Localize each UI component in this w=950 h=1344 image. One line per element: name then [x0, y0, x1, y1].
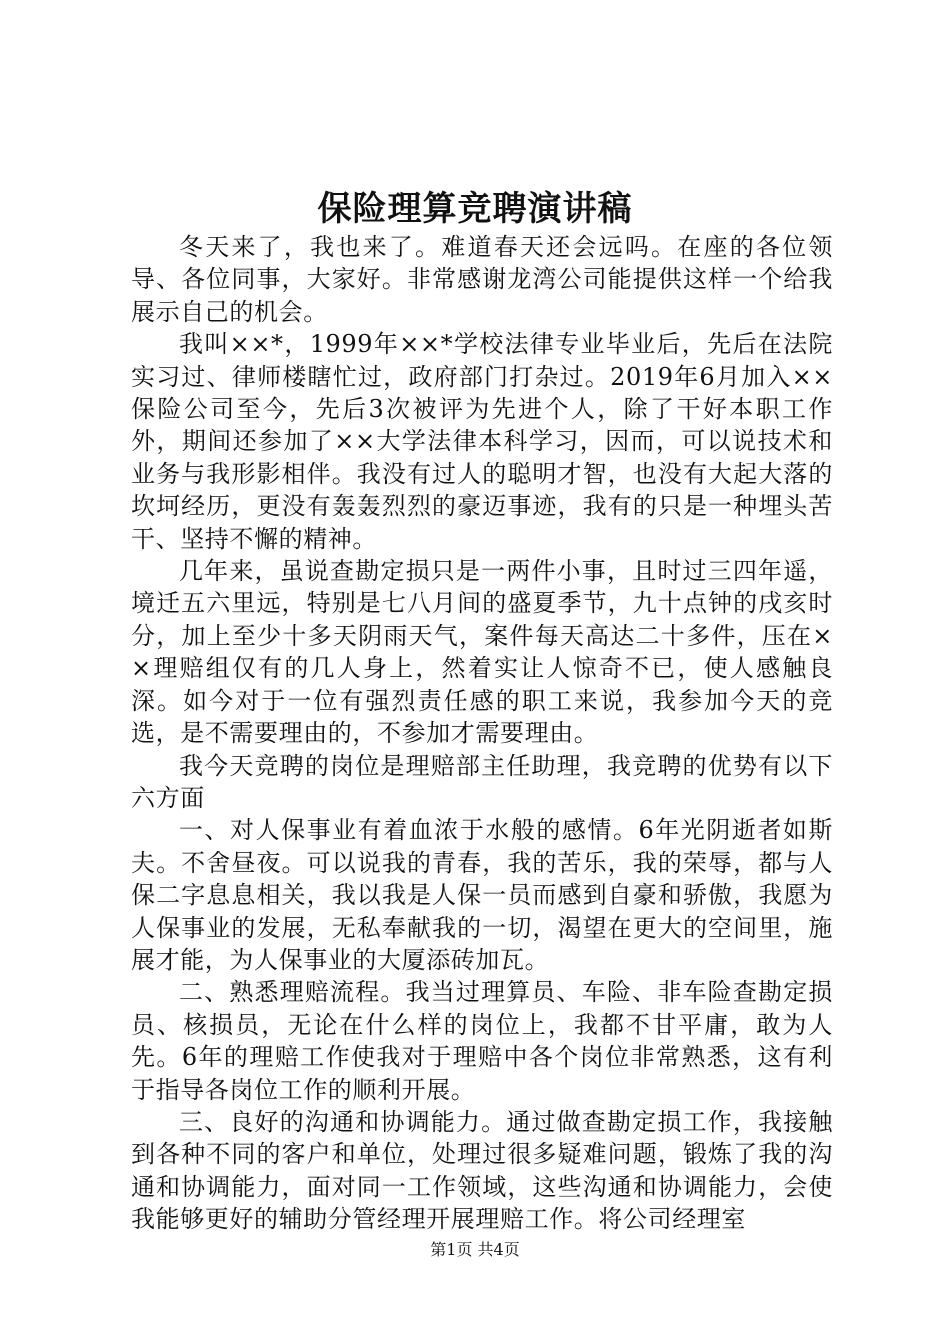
paragraph-advantage-3: 三、良好的沟通和协调能力。通过做查勘定损工作，我接触到各种不同的客户和单位，处理过很多疑难问题，锻炼了我的沟通和协调能力，面对同一工作领域，这些沟通和协调能力，会使我能够更好的辅助分管经理开展理赔工作。将公司经理室 — [131, 1107, 833, 1234]
paragraph-experience: 几年来，虽说查勘定损只是一两件小事，且时过三四年遥，境迁五六里远，特别是七八月间的盛夏季节，九十点钟的戌亥时分，加上至少十多天阴雨天气，案件每天高达二十多件，压在××理赔组仅有的几人身上，然着实让人惊奇不已，使人感触良深。如今对于一位有强烈责任感的职工来说，我参加今天的竞选，是不需要理由的，不参加才需要理由。 — [131, 557, 833, 748]
paragraph-advantage-1: 一、对人保事业有着血浓于水般的感情。6年光阴逝者如斯夫。不舍昼夜。可以说我的青春，我的苦乐，我的荣辱，都与人保二字息息相关，我以我是人保一员而感到自豪和骄傲，我愿为人保事业的发展，无私奉献我的一切，渴望在更大的空间里，施展才能，为人保事业的大厦添砖加瓦。 — [131, 816, 833, 974]
page-number-footer: 第1页 共4页 — [430, 1240, 520, 1259]
paragraph-introduction: 我叫××*，1999年××*学校法律专业毕业后，先后在法院实习过、律师楼瞎忙过，政府部门打杂过。2019年6月加入××保险公司至今，先后3次被评为先进个人，除了干好本职工作外，期间还参加了××大学法律本科学习，因而，可以说技术和业务与我形影相伴。我没有过人的聪明才智，也没有大起大落的坎坷经历，更没有轰轰烈烈的豪迈事迹，我有的只是一种埋头苦干、坚持不懈的精神。 — [131, 330, 833, 553]
paragraph-advantage-2: 二、熟悉理赔流程。我当过理算员、车险、非车险查勘定损员、核损员，无论在什么样的岗位上，我都不甘平庸，敢为人先。6年的理赔工作使我对于理赔中各个岗位非常熟悉，这有利于指导各岗位工作的顺利开展。 — [131, 978, 833, 1104]
document-body — [131, 231, 833, 1236]
paragraph-position: 我今天竞聘的岗位是理赔部主任助理，我竞聘的优势有以下六方面 — [131, 751, 833, 812]
paragraph-opening: 冬天来了，我也来了。难道春天还会远吗。在座的各位领导、各位同事，大家好。非常感谢龙湾公司能提供这样一个给我展示自己的机会。 — [131, 233, 833, 326]
document-title: 保险理算竞聘演讲稿 — [317, 189, 633, 229]
